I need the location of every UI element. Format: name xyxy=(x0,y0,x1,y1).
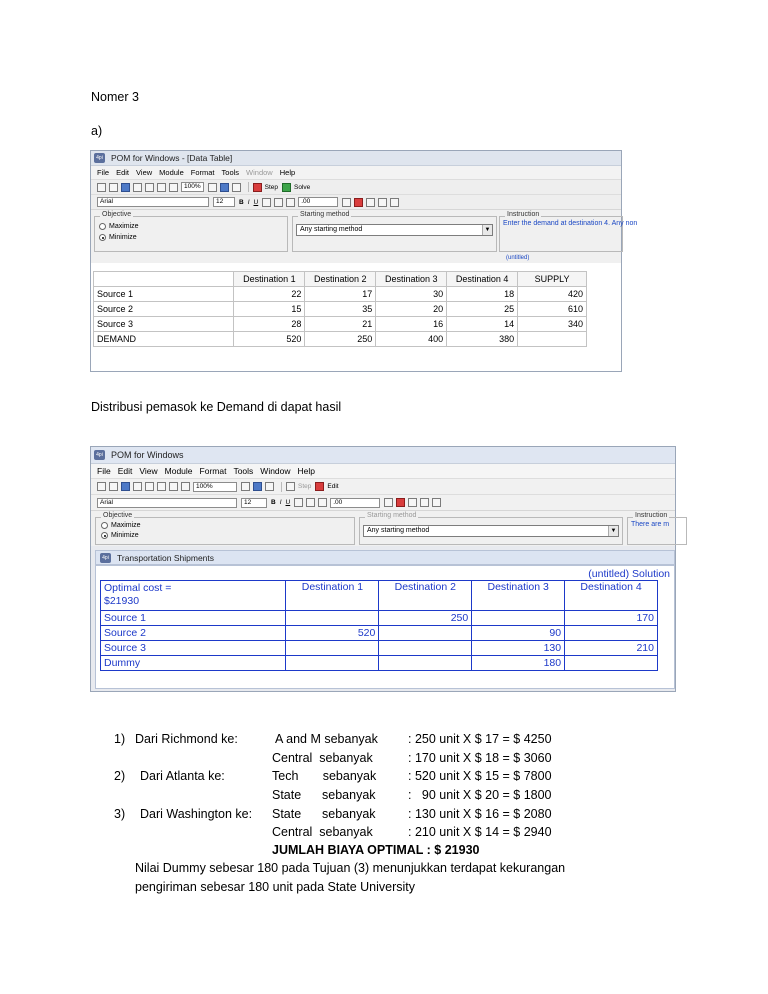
solution-table xyxy=(100,580,658,671)
instruction-text: Enter the demand at destination 4. Any non xyxy=(503,220,638,227)
window-titlebar xyxy=(91,151,621,166)
menu-module[interactable]: Module xyxy=(159,168,184,177)
table-cell[interactable]: 20 xyxy=(376,302,447,317)
line-calc: : 170 unit X $ 18 = $ 3060 xyxy=(408,751,552,765)
line-to: Tech sebanyak xyxy=(272,769,377,783)
menu-format[interactable]: Format xyxy=(199,466,227,476)
menu-file[interactable]: File xyxy=(97,168,110,177)
minimize-radio[interactable] xyxy=(101,532,139,539)
header-destination-3: Destination 3 xyxy=(472,581,565,611)
starting-method-label: Starting method xyxy=(367,512,417,519)
menu-help[interactable]: Help xyxy=(279,168,296,177)
fill-color-icon[interactable] xyxy=(420,498,429,507)
table-cell xyxy=(379,656,472,671)
table-cell xyxy=(472,611,565,626)
table-row xyxy=(94,332,587,347)
corner-cell xyxy=(94,272,234,287)
edit-icon[interactable] xyxy=(315,482,324,491)
solution-title: (untitled) Solution xyxy=(588,568,670,580)
table-cell: 520 xyxy=(286,626,379,641)
window-titlebar xyxy=(91,447,675,464)
instruction-text: There are m xyxy=(631,521,670,528)
line-from: Dari Atlanta ke: xyxy=(140,769,225,783)
menu-window[interactable]: Window xyxy=(246,168,273,177)
untitled-label: (untitled) xyxy=(506,255,530,261)
header-destination-1: Destination 1 xyxy=(286,581,379,611)
font-color-icon[interactable] xyxy=(408,498,417,507)
menu-edit[interactable]: Edit xyxy=(117,466,133,476)
header-destination-3: Destination 3 xyxy=(376,272,447,287)
objective-label: Objective xyxy=(102,211,132,218)
maximize-radio[interactable] xyxy=(99,223,139,230)
save-icon[interactable] xyxy=(121,482,130,491)
table-cell xyxy=(379,641,472,656)
italic-button[interactable]: I xyxy=(247,198,250,206)
table-cell[interactable]: 21 xyxy=(305,317,376,332)
align-center-icon[interactable] xyxy=(306,498,315,507)
zoom-select[interactable]: 100% xyxy=(181,182,204,192)
table-cell: 90 xyxy=(472,626,565,641)
objective-group xyxy=(94,211,288,252)
instruction-label: Instruction xyxy=(635,512,668,519)
table-cell[interactable]: 35 xyxy=(305,302,376,317)
table-row xyxy=(94,317,587,332)
table-cell xyxy=(286,611,379,626)
underline-button[interactable]: U xyxy=(253,198,259,206)
fix-dec-icon[interactable] xyxy=(342,198,351,207)
solve-icon[interactable] xyxy=(282,183,291,192)
header-destination-4: Destination 4 xyxy=(447,272,518,287)
menu-module[interactable]: Module xyxy=(164,466,193,476)
maximize-radio[interactable] xyxy=(101,522,141,529)
edit-button[interactable]: Edit xyxy=(327,483,339,490)
print-icon[interactable] xyxy=(133,183,142,192)
new-file-icon[interactable] xyxy=(97,482,106,491)
menu-view[interactable]: View xyxy=(139,466,158,476)
menu-bar xyxy=(91,464,675,478)
align-right-icon[interactable] xyxy=(318,498,327,507)
total-cost: JUMLAH BIAYA OPTIMAL : $ 21930 xyxy=(272,843,480,857)
table-cell: 250 xyxy=(379,611,472,626)
border-icon[interactable] xyxy=(390,198,399,207)
toolbar-divider xyxy=(248,182,249,192)
toolbar-main xyxy=(91,478,675,494)
help-icon[interactable] xyxy=(232,183,241,192)
table-row xyxy=(101,641,658,656)
screenshot-data-table xyxy=(90,150,638,372)
header-destination-2: Destination 2 xyxy=(379,581,472,611)
line-calc: : 130 unit X $ 16 = $ 2080 xyxy=(408,807,552,821)
triangle-icon[interactable] xyxy=(253,482,262,491)
table-header-row xyxy=(94,272,587,287)
table-cell[interactable]: 14 xyxy=(447,317,518,332)
row-label: DEMAND xyxy=(94,332,234,347)
row-label: Source 2 xyxy=(101,626,286,641)
menu-view[interactable]: View xyxy=(136,168,153,177)
fill-color-icon[interactable] xyxy=(378,198,387,207)
table-row xyxy=(94,302,587,317)
grid-icon[interactable] xyxy=(169,183,178,192)
table-cell xyxy=(565,656,658,671)
decimals-select[interactable]: .00 xyxy=(298,197,338,207)
align-center-icon[interactable] xyxy=(274,198,283,207)
table-cell xyxy=(379,626,472,641)
save-icon[interactable] xyxy=(121,183,130,192)
menu-tools[interactable]: Tools xyxy=(233,466,254,476)
minimize-radio[interactable] xyxy=(99,234,137,241)
chart-icon[interactable] xyxy=(208,183,217,192)
radio-on-icon xyxy=(101,532,108,539)
font-select[interactable]: Arial xyxy=(97,197,209,207)
help-icon[interactable] xyxy=(265,482,274,491)
table-cell[interactable]: 18 xyxy=(447,287,518,302)
header-destination-4: Destination 4 xyxy=(565,581,658,611)
objective-label: Objective xyxy=(103,512,133,519)
row-label: Source 3 xyxy=(101,641,286,656)
line-calc: : 90 unit X $ 20 = $ 1800 xyxy=(408,788,552,802)
line-from: Dari Richmond ke: xyxy=(135,732,238,746)
table-cell: 180 xyxy=(472,656,565,671)
table-cell[interactable]: 22 xyxy=(234,287,305,302)
instruction-label: Instruction xyxy=(507,211,540,218)
app-icon: 4pi xyxy=(100,553,111,563)
menu-bar xyxy=(91,166,621,179)
table-cell[interactable]: 28 xyxy=(234,317,305,332)
table-cell[interactable]: 610 xyxy=(518,302,587,317)
line-calc: : 250 unit X $ 17 = $ 4250 xyxy=(408,732,552,746)
table-cell xyxy=(286,656,379,671)
line-to: Central sebanyak xyxy=(272,751,373,765)
solution-panel xyxy=(95,565,675,689)
toolbar-format xyxy=(91,194,621,209)
menu-format[interactable]: Format xyxy=(190,168,215,177)
open-folder-icon[interactable] xyxy=(109,183,118,192)
header-destination-1: Destination 1 xyxy=(234,272,305,287)
table-header-row xyxy=(101,581,658,611)
table-cell[interactable]: 420 xyxy=(518,287,587,302)
optimal-cost-cell xyxy=(101,581,286,611)
doc-heading: Nomer 3 xyxy=(91,90,139,104)
paste-icon[interactable] xyxy=(157,482,166,491)
color-icon[interactable] xyxy=(396,498,405,507)
table-cell[interactable] xyxy=(518,332,587,347)
doc-caption: Distribusi pemasok ke Demand di dapat hasil xyxy=(91,400,342,414)
row-label: Source 1 xyxy=(94,287,234,302)
table-cell[interactable]: 380 xyxy=(447,332,518,347)
toolbar-format xyxy=(91,494,675,510)
border-icon[interactable] xyxy=(432,498,441,507)
table-cell: 130 xyxy=(472,641,565,656)
transportation-shipments-titlebar xyxy=(95,550,675,565)
fix-dec-icon[interactable] xyxy=(384,498,393,507)
app-icon: 4pi xyxy=(94,450,105,460)
new-file-icon[interactable] xyxy=(97,183,106,192)
radio-off-icon xyxy=(101,522,108,529)
line-to: A and M sebanyak xyxy=(275,732,378,746)
table-cell[interactable]: 250 xyxy=(305,332,376,347)
copy-icon[interactable] xyxy=(145,482,154,491)
line-to: State sebanyak xyxy=(272,788,376,802)
minimize-label: Minimize xyxy=(111,532,139,539)
step-button[interactable]: Step xyxy=(298,483,312,490)
toolbar-main xyxy=(91,179,621,194)
maximize-label: Maximize xyxy=(109,223,139,230)
row-label: Dummy xyxy=(101,656,286,671)
step-icon[interactable] xyxy=(253,183,262,192)
maximize-label: Maximize xyxy=(111,522,141,529)
header-supply: SUPPLY xyxy=(518,272,587,287)
dummy-note-line-2: pengiriman sebesar 180 unit pada State University xyxy=(135,880,416,894)
solve-button[interactable]: Solve xyxy=(294,183,311,191)
line-calc: : 520 unit X $ 15 = $ 7800 xyxy=(408,769,552,783)
window-title: POM for Windows xyxy=(111,450,184,460)
objective-group xyxy=(95,512,355,545)
color-icon[interactable] xyxy=(354,198,363,207)
doc-part-label: a) xyxy=(91,124,103,138)
window-title: POM for Windows - [Data Table] xyxy=(111,153,233,163)
header-destination-2: Destination 2 xyxy=(305,272,376,287)
subwindow-title: Transportation Shipments xyxy=(117,552,215,563)
step-button[interactable]: Step xyxy=(264,183,278,191)
instruction-group xyxy=(627,512,687,545)
line-from: Dari Washington ke: xyxy=(140,807,253,821)
table-cell[interactable]: 520 xyxy=(234,332,305,347)
step-icon[interactable] xyxy=(286,482,295,491)
table-row xyxy=(94,287,587,302)
radio-off-icon xyxy=(99,223,106,230)
decimals-select[interactable]: .00 xyxy=(330,498,380,508)
optimal-cost-label: Optimal cost = xyxy=(104,582,172,594)
instruction-group xyxy=(499,211,638,252)
triangle-icon[interactable] xyxy=(220,183,229,192)
table-row xyxy=(101,656,658,671)
menu-help[interactable]: Help xyxy=(297,466,316,476)
line-calc: : 210 unit X $ 14 = $ 2940 xyxy=(408,825,552,839)
table-row xyxy=(101,611,658,626)
starting-method-group xyxy=(359,512,623,545)
table-cell xyxy=(286,641,379,656)
align-left-icon[interactable] xyxy=(294,498,303,507)
menu-edit[interactable]: Edit xyxy=(116,168,130,177)
table-cell[interactable]: 25 xyxy=(447,302,518,317)
font-size-select[interactable]: 12 xyxy=(213,197,235,207)
table-cell[interactable]: 17 xyxy=(305,287,376,302)
table-cell[interactable]: 340 xyxy=(518,317,587,332)
toolbar-divider xyxy=(281,482,282,492)
table-cell[interactable]: 16 xyxy=(376,317,447,332)
line-to: Central sebanyak xyxy=(272,825,373,839)
dummy-note-line-1: Nilai Dummy sebesar 180 pada Tujuan (3) menunjukkan terdapat kekurangan xyxy=(135,861,566,875)
menu-window[interactable]: Window xyxy=(260,466,291,476)
copy-icon[interactable] xyxy=(145,183,154,192)
chart-icon[interactable] xyxy=(241,482,250,491)
line-number: 2) xyxy=(114,769,126,783)
starting-method-select[interactable] xyxy=(296,224,493,236)
font-select[interactable]: Arial xyxy=(97,498,237,508)
line-number: 1) xyxy=(114,732,126,746)
align-right-icon[interactable] xyxy=(286,198,295,207)
print-icon[interactable] xyxy=(133,482,142,491)
table-icon[interactable] xyxy=(181,482,190,491)
table-cell[interactable]: 15 xyxy=(234,302,305,317)
chevron-down-icon[interactable]: ▼ xyxy=(608,526,618,536)
app-icon: 4pi xyxy=(94,153,105,163)
table-cell xyxy=(565,626,658,641)
table-cell[interactable]: 400 xyxy=(376,332,447,347)
starting-method-value: Any starting method xyxy=(300,226,363,233)
data-table xyxy=(93,271,587,347)
bold-button[interactable]: B xyxy=(239,198,244,206)
table-cell[interactable]: 30 xyxy=(376,287,447,302)
starting-method-label: Starting method xyxy=(300,211,350,218)
font-color-icon[interactable] xyxy=(366,198,375,207)
menu-tools[interactable]: Tools xyxy=(221,168,240,177)
minimize-label: Minimize xyxy=(109,234,137,241)
menu-file[interactable]: File xyxy=(97,466,111,476)
starting-method-select[interactable] xyxy=(363,525,619,537)
options-row xyxy=(91,209,638,263)
starting-method-value: Any starting method xyxy=(367,527,430,534)
table-row xyxy=(101,626,658,641)
open-folder-icon[interactable] xyxy=(109,482,118,491)
underline-button[interactable]: U xyxy=(285,499,291,506)
radio-on-icon xyxy=(99,234,106,241)
line-to: State sebanyak xyxy=(272,807,376,821)
font-size-select[interactable]: 12 xyxy=(241,498,267,508)
starting-method-group xyxy=(292,211,497,252)
italic-button[interactable]: I xyxy=(279,499,282,506)
table-cell: 170 xyxy=(565,611,658,626)
line-number: 3) xyxy=(114,807,126,821)
row-label: Source 2 xyxy=(94,302,234,317)
options-row xyxy=(91,510,675,546)
chevron-down-icon[interactable]: ▼ xyxy=(482,225,492,235)
grid-icon[interactable] xyxy=(169,482,178,491)
table-cell: 210 xyxy=(565,641,658,656)
optimal-cost-value: $21930 xyxy=(104,595,140,607)
bold-button[interactable]: B xyxy=(271,499,276,506)
paste-icon[interactable] xyxy=(157,183,166,192)
zoom-select[interactable]: 100% xyxy=(193,482,237,492)
align-left-icon[interactable] xyxy=(262,198,271,207)
screenshot-solution xyxy=(90,446,676,692)
row-label: Source 1 xyxy=(101,611,286,626)
row-label: Source 3 xyxy=(94,317,234,332)
